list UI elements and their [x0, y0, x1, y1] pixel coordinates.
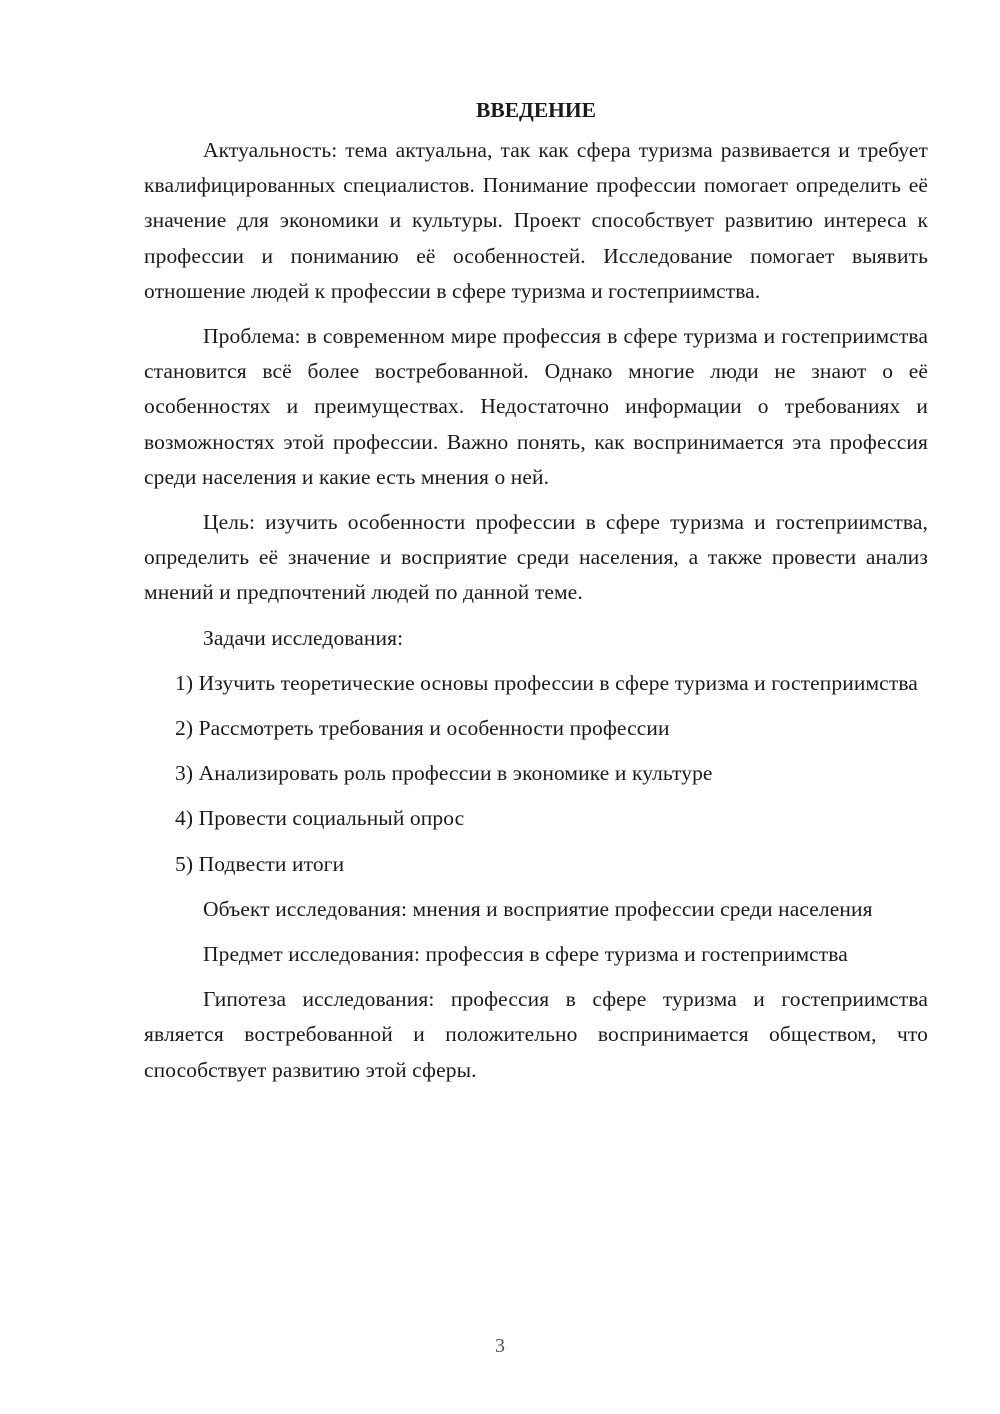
paragraph-tasks-heading: Задачи исследования: [203, 625, 404, 650]
tasks-list [144, 666, 928, 882]
paragraph-object: Объект исследования: мнения и восприятие профессии среди населения [203, 896, 873, 921]
paragraph-subject: Предмет исследования: профессия в сфере туризма и гостеприимства [203, 942, 848, 967]
paragraph-hypothesis: Гипотеза исследования: профессия в сфере туризма и гостеприимства является востребованной и положительно воспринимается обществом, что способствует развитию этой сферы. [144, 987, 928, 1082]
paragraph-problem: Проблема: в современном мире профессия в сфере туризма и гостеприимства становится всё более востребованной. Однако многие люди не знают о её особенностях и преимуществах. Недостаточно информации о требованиях и возможностях этой профессии. Важно понять, как воспринимается эта профессия среди населения и какие есть мнения о ней. [144, 324, 928, 489]
list-item: 4) Провести социальный опрос [175, 806, 465, 831]
list-item: 3) Анализировать роль профессии в экономике и культуре [175, 761, 713, 786]
page-number: 3 [495, 1335, 505, 1357]
list-item: 5) Подвести итоги [175, 851, 345, 876]
document-page [144, 96, 928, 1098]
list-item: 2) Рассмотреть требования и особенности профессии [175, 716, 670, 741]
section-title: ВВЕДЕНИЕ [476, 98, 596, 122]
paragraph-relevance: Актуальность: тема актуальна, так как сфера туризма развивается и требует квалифицированных специалистов. Понимание профессии помогает определить её значение для экономики и культуры. Проект способствует развитию интереса к профессии и пониманию её особенностей. Исследование помогает выявить отношение людей к профессии в сфере туризма и гостеприимства. [144, 138, 928, 303]
list-item: 1) Изучить теоретические основы профессии в сфере туризма и гостеприимства [175, 670, 918, 695]
paragraph-goal: Цель: изучить особенности профессии в сфере туризма и гостеприимства, определить её значение и восприятие среди населения, а также провести анализ мнений и предпочтений людей по данной теме. [144, 510, 928, 605]
